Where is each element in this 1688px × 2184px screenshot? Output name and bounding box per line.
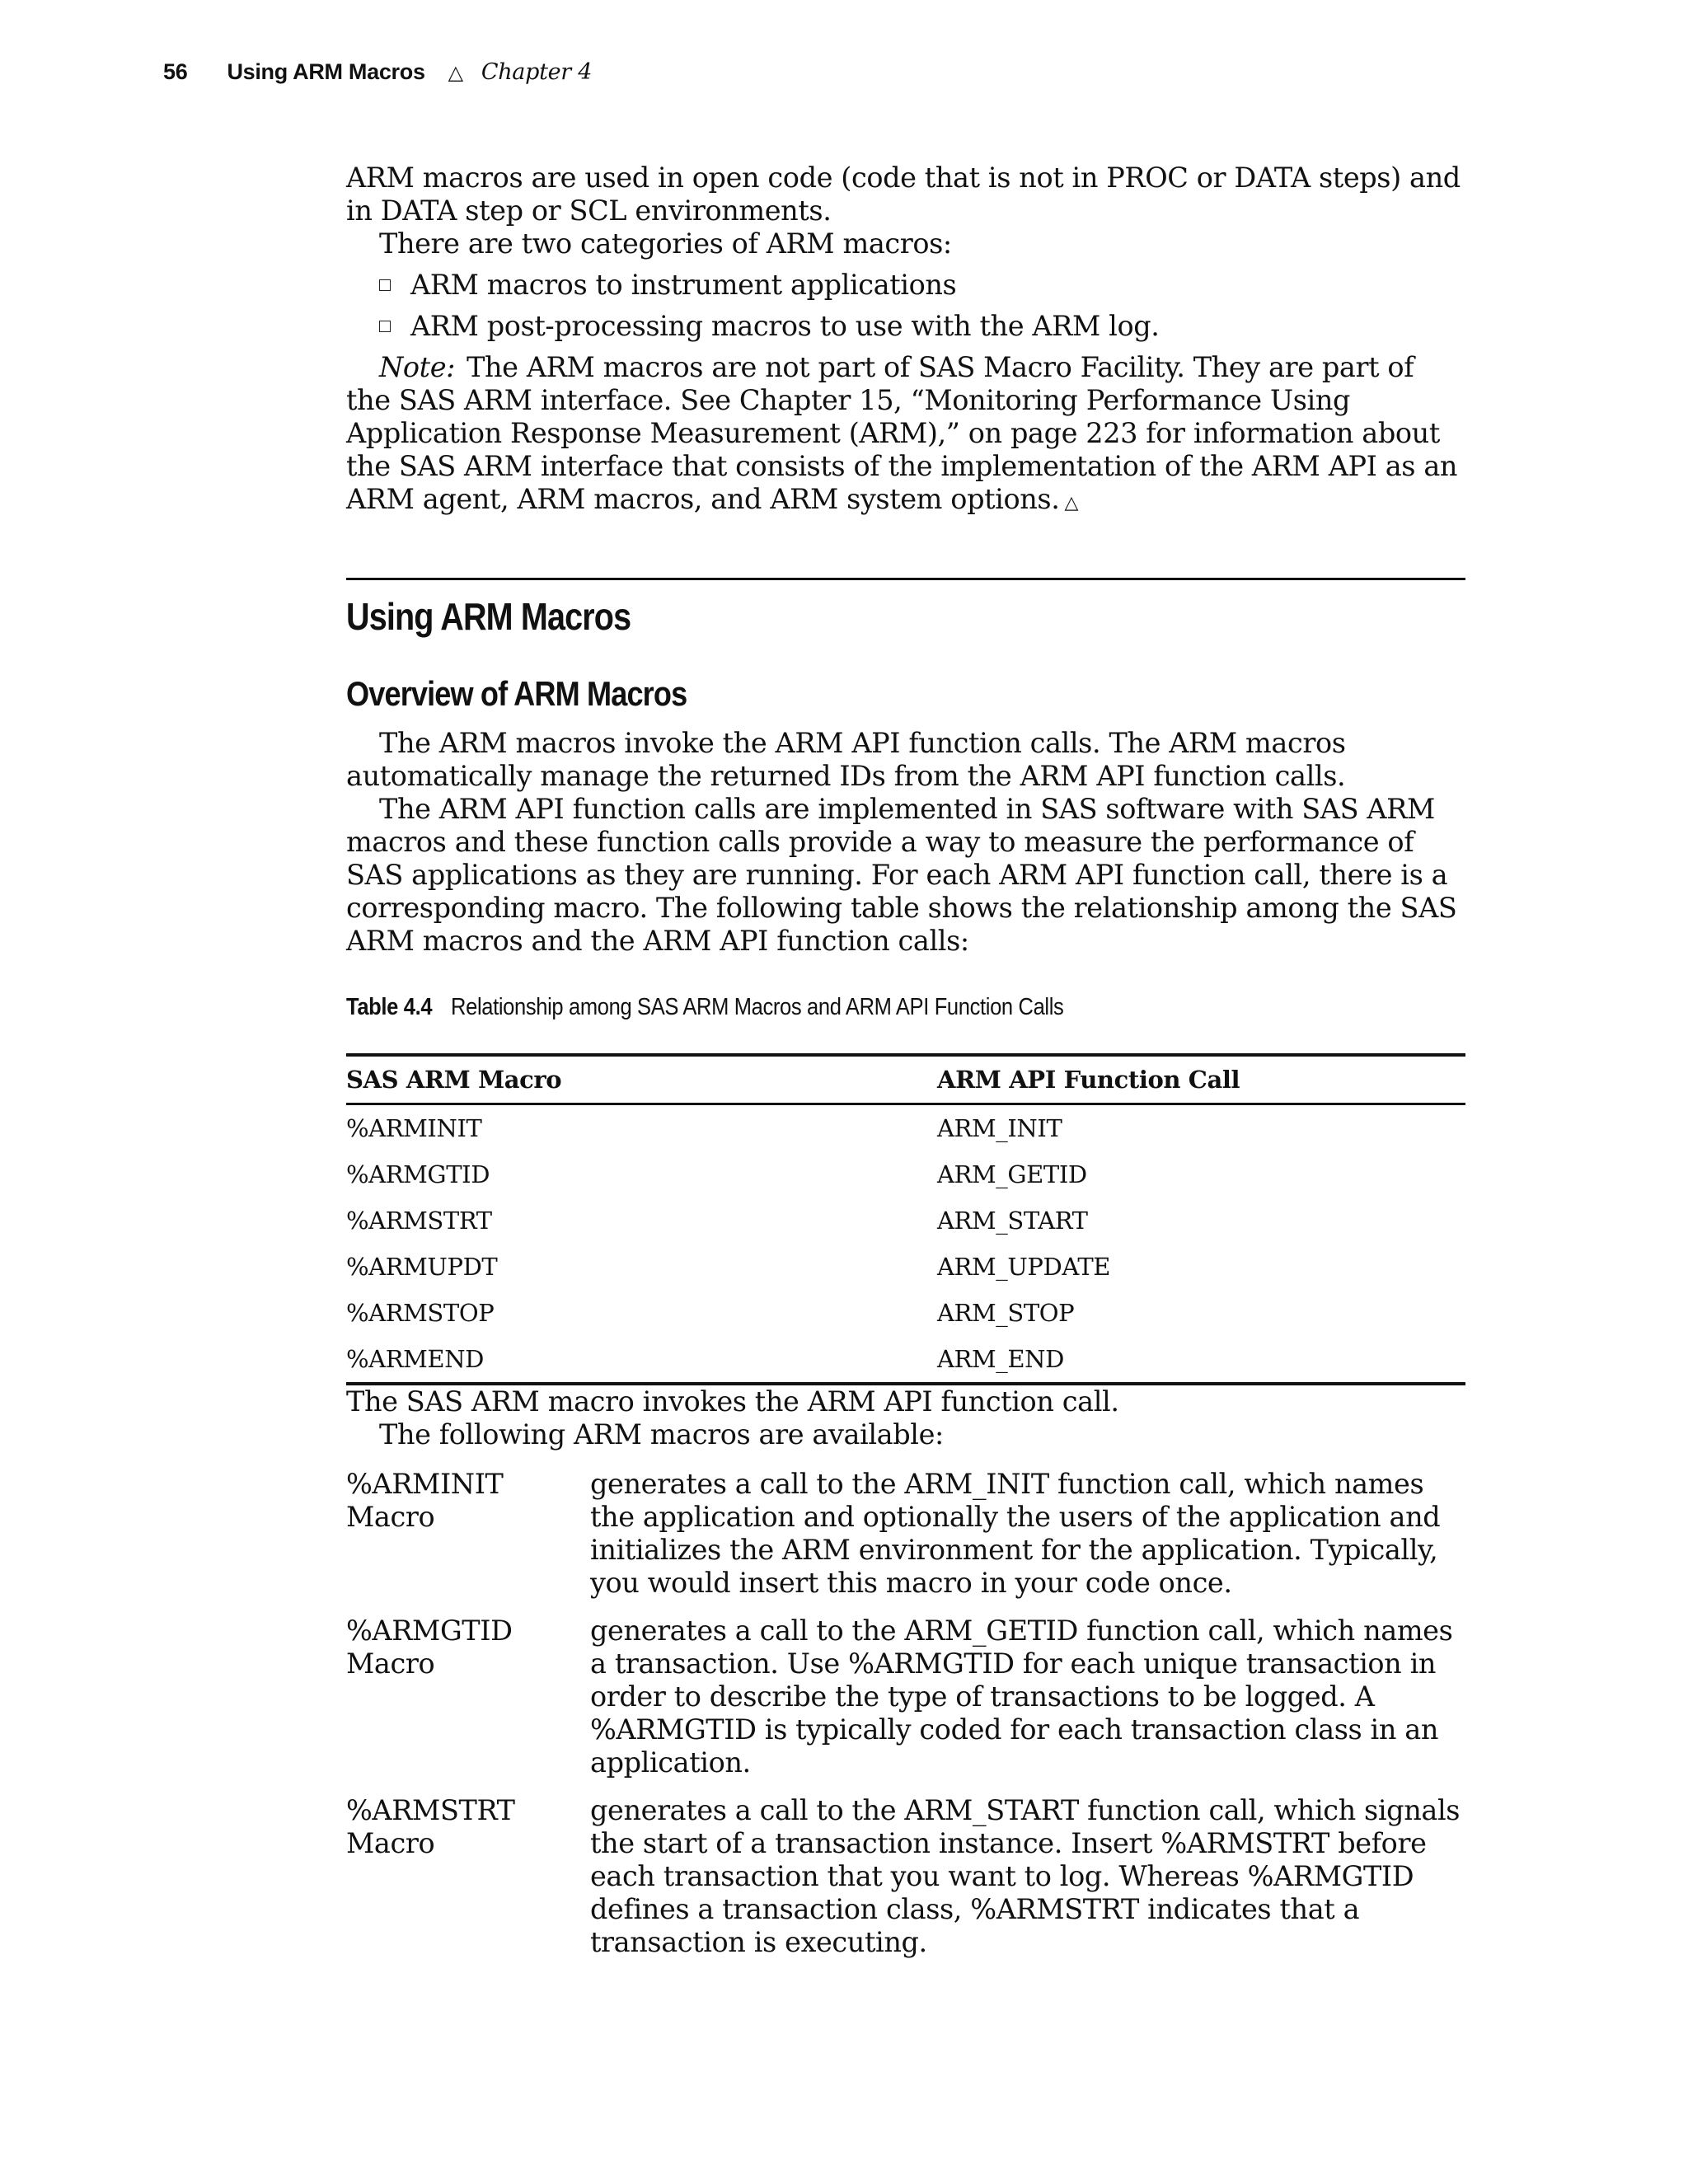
checkbox-bullet-icon — [379, 321, 391, 332]
list-item: ARM post-processing macros to use with the ARM log. — [346, 310, 1465, 343]
after-table-paragraph-1: The SAS ARM macro invokes the ARM API function call. — [346, 1385, 1119, 1418]
definition-term: %ARMGTID Macro — [346, 1615, 513, 1680]
after-table-paragraph-2: The following ARM macros are available: — [379, 1418, 944, 1451]
section-title: Using ARM Macros — [346, 595, 631, 638]
macro-cell: %ARMINIT — [346, 1114, 482, 1142]
note-label: Note: — [379, 351, 456, 383]
definition-item — [346, 1615, 1465, 1779]
list-item: ARM macros to instrument applications — [346, 269, 1465, 302]
running-title: Using ARM Macros — [227, 59, 425, 84]
table-header-row — [346, 1055, 1465, 1104]
table-row — [346, 1151, 1465, 1197]
function-cell: ARM_START — [937, 1207, 1088, 1235]
triangle-separator-icon: △ — [448, 62, 463, 84]
table-row — [346, 1290, 1465, 1336]
function-cell: ARM_END — [937, 1336, 1465, 1384]
table-number: Table 4.4 — [346, 994, 433, 1020]
checkbox-bullet-icon — [379, 279, 391, 291]
page-number: 56 — [163, 59, 188, 84]
main-column — [346, 162, 1465, 1974]
definition-description: generates a call to the ARM_INIT function call, which names the application and optionally the users of the application and initializes the ARM environment for the application. Typically, you would insert this macro in your code once. — [590, 1468, 1441, 1599]
function-cell: ARM_STOP — [937, 1299, 1075, 1327]
table-row — [346, 1244, 1465, 1290]
running-header — [163, 59, 592, 85]
macro-cell: %ARMGTID — [346, 1160, 490, 1188]
definition-term: %ARMSTRT Macro — [346, 1794, 515, 1859]
definition-description: generates a call to the ARM_GETID function call, which names a transaction. Use %ARMGTID for each unique transaction in order to describe the type of transactions to be logged. A %ARMGTID is typically coded for each transaction class in an application. — [590, 1615, 1453, 1779]
function-cell: ARM_UPDATE — [937, 1253, 1111, 1281]
definition-item — [346, 1794, 1465, 1959]
category-list — [346, 269, 1465, 343]
note-end-triangle-icon: △ — [1064, 493, 1079, 513]
macro-cell: %ARMEND — [346, 1336, 937, 1384]
table-row — [346, 1336, 1465, 1384]
overview-paragraph-1: The ARM macros invoke the ARM API function calls. The ARM macros automatically manage the returned IDs from the ARM API function calls. — [346, 727, 1346, 792]
chapter-label: Chapter 4 — [481, 59, 593, 85]
section-rule — [346, 578, 1465, 580]
function-cell: ARM_GETID — [937, 1160, 1087, 1188]
table-caption — [346, 991, 1331, 1024]
definition-description: generates a call to the ARM_START function call, which signals the start of a transaction instance. Insert %ARMSTRT before each transaction that you want to log. Whereas %ARMGTID defines a transaction class, %ARMSTRT indicates that a transaction is executing. — [590, 1794, 1461, 1958]
intro-paragraph-1: ARM macros are used in open code (code that is not in PROC or DATA steps) and in DATA step or SCL environments. — [346, 162, 1461, 227]
macro-definition-list — [346, 1468, 1465, 1959]
column-header: SAS ARM Macro — [346, 1055, 937, 1104]
table-row — [346, 1197, 1465, 1244]
note-text: The ARM macros are not part of SAS Macro Facility. They are part of the SAS ARM interface. See Chapter 15, “Monitoring Performance Using Application Response Measurement (ARM),” on page 223 for information about the SAS ARM interface that consists of the implementation of the ARM API as an ARM agent, ARM macros, and ARM system options. — [346, 351, 1458, 515]
macro-table — [346, 1053, 1465, 1385]
note-paragraph — [346, 351, 1465, 520]
macro-cell: %ARMSTRT — [346, 1207, 492, 1235]
overview-paragraph-2: The ARM API function calls are implemented in SAS software with SAS ARM macros and these function calls provide a way to measure the performance of SAS applications as they are running. For each ARM API function call, there is a corresponding macro. The following table shows the relationship among the SAS ARM macros and the ARM API function calls: — [346, 793, 1457, 957]
column-header: ARM API Function Call — [937, 1055, 1465, 1104]
subsection-title: Overview of ARM Macros — [346, 674, 687, 713]
table-caption-text: Relationship among SAS ARM Macros and ARM API Function Calls — [451, 994, 1064, 1020]
macro-cell: %ARMSTOP — [346, 1299, 495, 1327]
definition-term: %ARMINIT Macro — [346, 1468, 504, 1533]
table-row — [346, 1104, 1465, 1152]
definition-item — [346, 1468, 1465, 1600]
function-cell: ARM_INIT — [937, 1114, 1062, 1142]
macro-cell: %ARMUPDT — [346, 1253, 498, 1281]
intro-paragraph-2: There are two categories of ARM macros: — [379, 227, 952, 260]
